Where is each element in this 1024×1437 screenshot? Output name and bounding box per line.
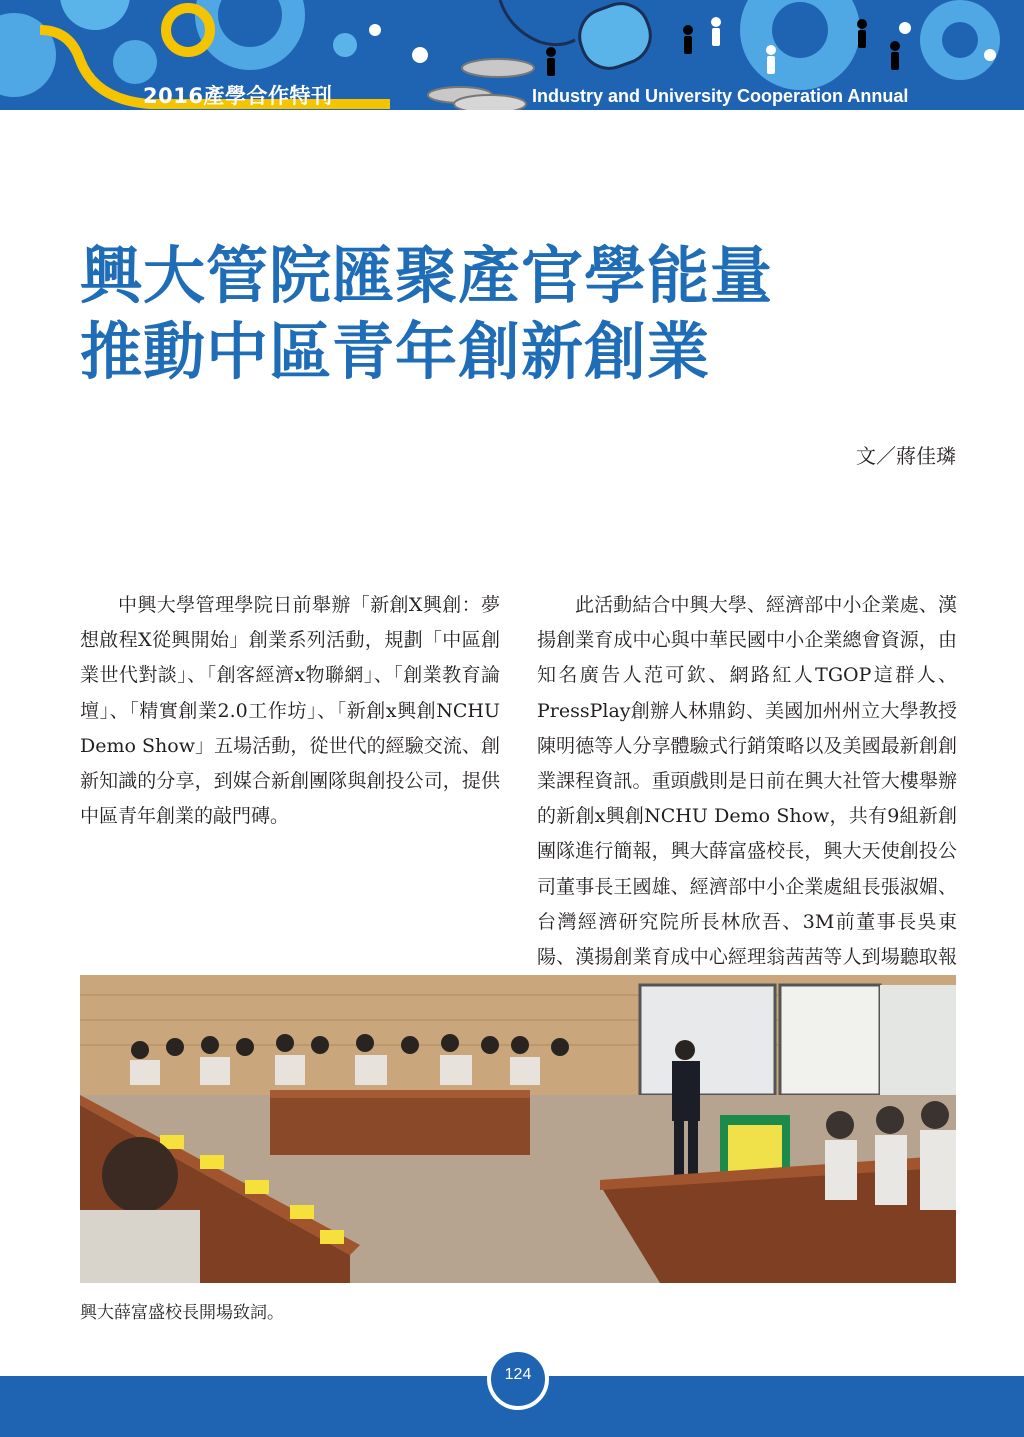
paragraph-2: 此活動結合中興大學、經濟部中小企業處、漢揚創業育成中心與中華民國中小企業總會資源，由知名廣告人范可欽、網路紅人TGOP這群人、PressPlay創辦人林鼎鈞、美國加州州立大學教授陳明德等人分享體驗式行銷策略以及美國最新創創業課程資訊。重頭戲則是日前在興大社管大樓舉辦的新創x興創NCHU Demo Show，共有9組新創團隊進行簡報，興大薛富盛校長，興大天使創投公司董事長王國雄、經濟部中小企業處組長張淑媚、台灣經濟研究院所長林欣吾、3M前董事長吳東陽、漢揚創業育成中心經理翁茜茜等人到場聽取報: [537, 594, 957, 969]
article-title: [80, 238, 960, 390]
byline: 文／蔣佳璘: [856, 444, 956, 468]
annual-title-cn: 2016產學合作特刊: [143, 84, 333, 108]
page-number: 124: [504, 1366, 532, 1383]
title-line-2: 推動中區青年創新創業: [80, 315, 711, 388]
photo-caption: 興大薛富盛校長開場致詞。: [80, 1303, 284, 1323]
title-line-1: 興大管院匯聚產官學能量: [80, 239, 774, 312]
body-column-left: [80, 588, 500, 834]
annual-title-en: Industry and University Cooperation Annual: [532, 86, 909, 106]
header-band: [0, 0, 1024, 110]
conference-room-illustration: [80, 975, 956, 1283]
paragraph-1: 中興大學管理學院日前舉辦「新創X興創：夢想啟程X從興開始」創業系列活動，規劃「中區創業世代對談」、「創客經濟x物聯網」、「創業教育論壇」、「精實創業2.0工作坊」、「新創x興創NCHU Demo Show」五場活動，從世代的經驗交流、創新知識的分享，到媒合新創團隊與創投公司，提供中區青年創業的敲門磚。: [80, 594, 500, 828]
body-column-right: [537, 588, 957, 1010]
event-photo: [80, 975, 956, 1283]
